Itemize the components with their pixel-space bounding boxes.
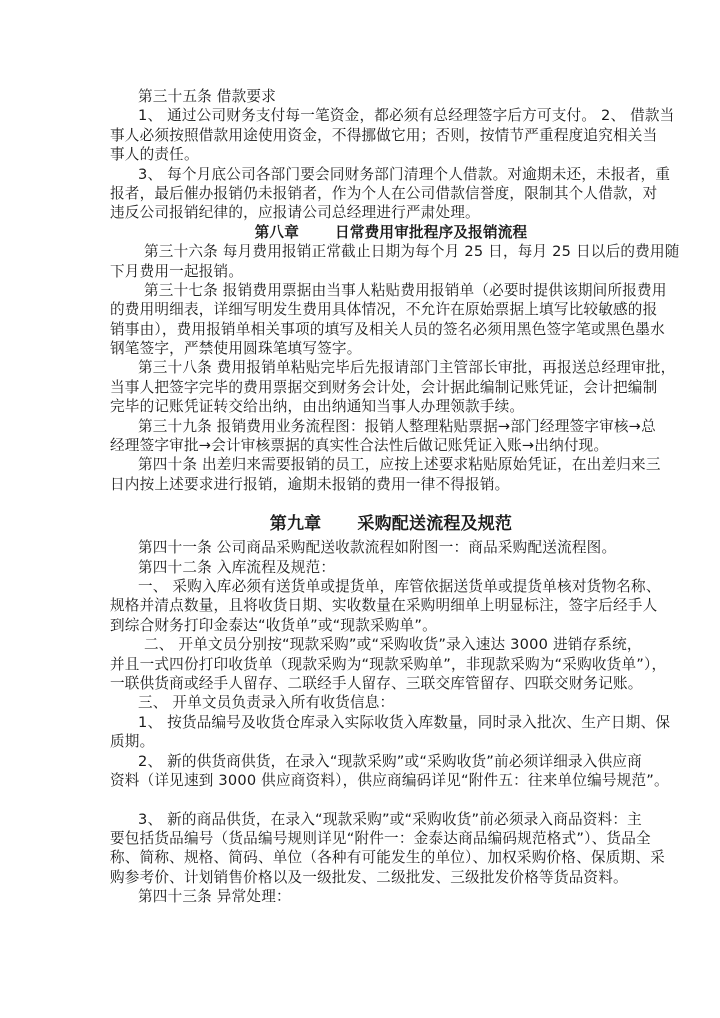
text-line: 钢笔签字，严禁使用圆珠笔填写签字。 [110, 340, 362, 358]
text-line: 3、 每个月底公司各部门要会同财务部门清理个人借款。对逾期未还，未报者，重 [138, 165, 671, 183]
text-line: 完毕的记账凭证转交给出纳，由出纳通知当事人办理领款手续。 [110, 398, 525, 416]
paragraph [110, 635, 672, 693]
paragraph [110, 887, 672, 906]
paragraph [110, 242, 680, 281]
text-line: 2、 新的供货商供货，在录入“现款采购”或“采购收货”前必须详细录入供应商 [138, 752, 642, 770]
text-line: 第三十七条 报销费用票据由当事人粘贴费用报销单（必要时提供该期间所报费用 [144, 281, 667, 299]
paragraph [110, 752, 672, 791]
chapter-number: 第九章 [269, 514, 322, 535]
text-line: 并且一式四份打印收货单（现款采购为“现款采购单”，非现款采购为“采购收货单”）， [110, 655, 667, 673]
text-line: 第三十九条 报销费用业务流程图：报销人整理粘贴票据→部门经理签字审核→总 [138, 417, 656, 435]
paragraph [110, 810, 672, 888]
paragraph [110, 281, 672, 359]
paragraph [110, 558, 672, 577]
text-line: 称、简称、规格、简码、单位（各种有可能发生的单位）、加权采购价格、保质期、采 [110, 849, 665, 867]
text-line: 下月费用一起报销。 [110, 262, 244, 280]
text-line: 三、 开单文员负责录入所有收货信息： [138, 694, 395, 712]
paragraph [110, 358, 676, 416]
blank-line [110, 790, 672, 809]
document-page [110, 87, 680, 907]
text-line: 二、 开单文员分别按“现款采购”或“采购收货”录入速达 3000 进销存系统， [144, 636, 642, 654]
text-line: 到综合财务打印金泰达“收货单”或“现款采购单”。 [110, 616, 437, 634]
chapter-heading [110, 512, 672, 536]
paragraph [110, 165, 672, 223]
text-line: 第四十条 出差归来需要报销的员工，应按上述要求粘贴原始凭证，在出差归来三 [138, 456, 661, 474]
paragraph [110, 87, 672, 106]
paragraph [110, 538, 672, 557]
text-line: 一、 采购入库必须有送货单或提货单，库管依据送货单或提货单核对货物名称、 [138, 577, 661, 595]
text-line: 质期。 [110, 733, 155, 751]
chapter-number: 第八章 [254, 223, 300, 241]
text-line: 当事人把签字完毕的费用票据交到财务会计处，会计据此编制记账凭证，会计把编制 [110, 378, 658, 396]
text-line: 销事由），费用报销单相关事项的填写及相关人员的签名必须用黑色签字笔或黑色墨水 [110, 320, 665, 338]
text-line: 第三十六条 每月费用报销正常截止日期为每个月 25 日，每月 25 日以后的费用随 [144, 243, 680, 261]
text-line: 一联供货商或经手人留存、二联经手人留存、三联交库管留存、四联交财务记账。 [110, 674, 643, 692]
text-line: 3、 新的商品供货，在录入“现款采购”或“采购收货”前必须录入商品资料：主 [138, 810, 642, 828]
text-line: 违反公司报销纪律的，应报请公司总经理进行严肃处理。 [110, 204, 480, 222]
paragraph [110, 417, 672, 456]
paragraph [110, 106, 675, 164]
paragraph [110, 455, 672, 494]
text-line: 的费用明细表，详细写明发生费用具体情况，不允许在原始票据上填写比较敏感的报 [110, 301, 658, 319]
paragraph [110, 693, 672, 712]
text-line: 经理签字审批→会计审核票据的真实性合法性后做记账凭证入账→出纳付现。 [110, 437, 609, 455]
chapter-title: 采购配送流程及规范 [357, 514, 513, 535]
text-line: 规格并清点数量，且将收货日期、实收数量在采购明细单上明显标注，签字后经手人 [110, 597, 658, 615]
text-line: 第四十一条 公司商品采购配送收款流程如附图一：商品采购配送流程图。 [138, 539, 617, 557]
text-line: 要包括货品编号（货品编号规则详见“附件一：金泰达商品编码规范格式”）、货品全 [110, 830, 651, 848]
chapter-heading [110, 223, 672, 242]
text-line: 事人的责任。 [110, 146, 199, 164]
text-line: 日内按上述要求进行报销，逾期未报销的费用一律不得报销。 [110, 475, 510, 493]
text-line: 第四十二条 入库流程及规范： [138, 558, 336, 576]
text-line: 第三十八条 费用报销单粘贴完毕后先报请部门主管部长审批，再报送总经理审批， [138, 359, 676, 377]
text-line: 第三十五条 借款要求 [138, 88, 276, 105]
chapter-title: 日常费用审批程序及报销流程 [335, 223, 528, 241]
text-line: 第四十三条 异常处理： [138, 888, 291, 906]
paragraph [110, 713, 672, 752]
text-line: 1、 按货品编号及收货仓库录入实际收货入库数量，同时录入批次、生产日期、保 [138, 713, 671, 731]
text-line: 购参考价、计划销售价格以及一级批发、二级批发、三级批发价格等货品资料。 [110, 868, 628, 886]
text-line: 1、 通过公司财务支付每一笔资金，都必须有总经理签字后方可支付。 2、 借款当 [138, 107, 675, 125]
paragraph [110, 577, 672, 635]
text-line: 事人必须按照借款用途使用资金，不得挪做它用；否则，按情节严重程度追究相关当 [110, 126, 658, 144]
text-line: 资料（详见速到 3000 供应商资料），供应商编码详见“附件五：往来单位编号规范”。 [110, 771, 669, 789]
text-line: 报者，最后催办报销仍未报销者，作为个人在公司借款信誉度，限制其个人借款，对 [110, 184, 658, 202]
